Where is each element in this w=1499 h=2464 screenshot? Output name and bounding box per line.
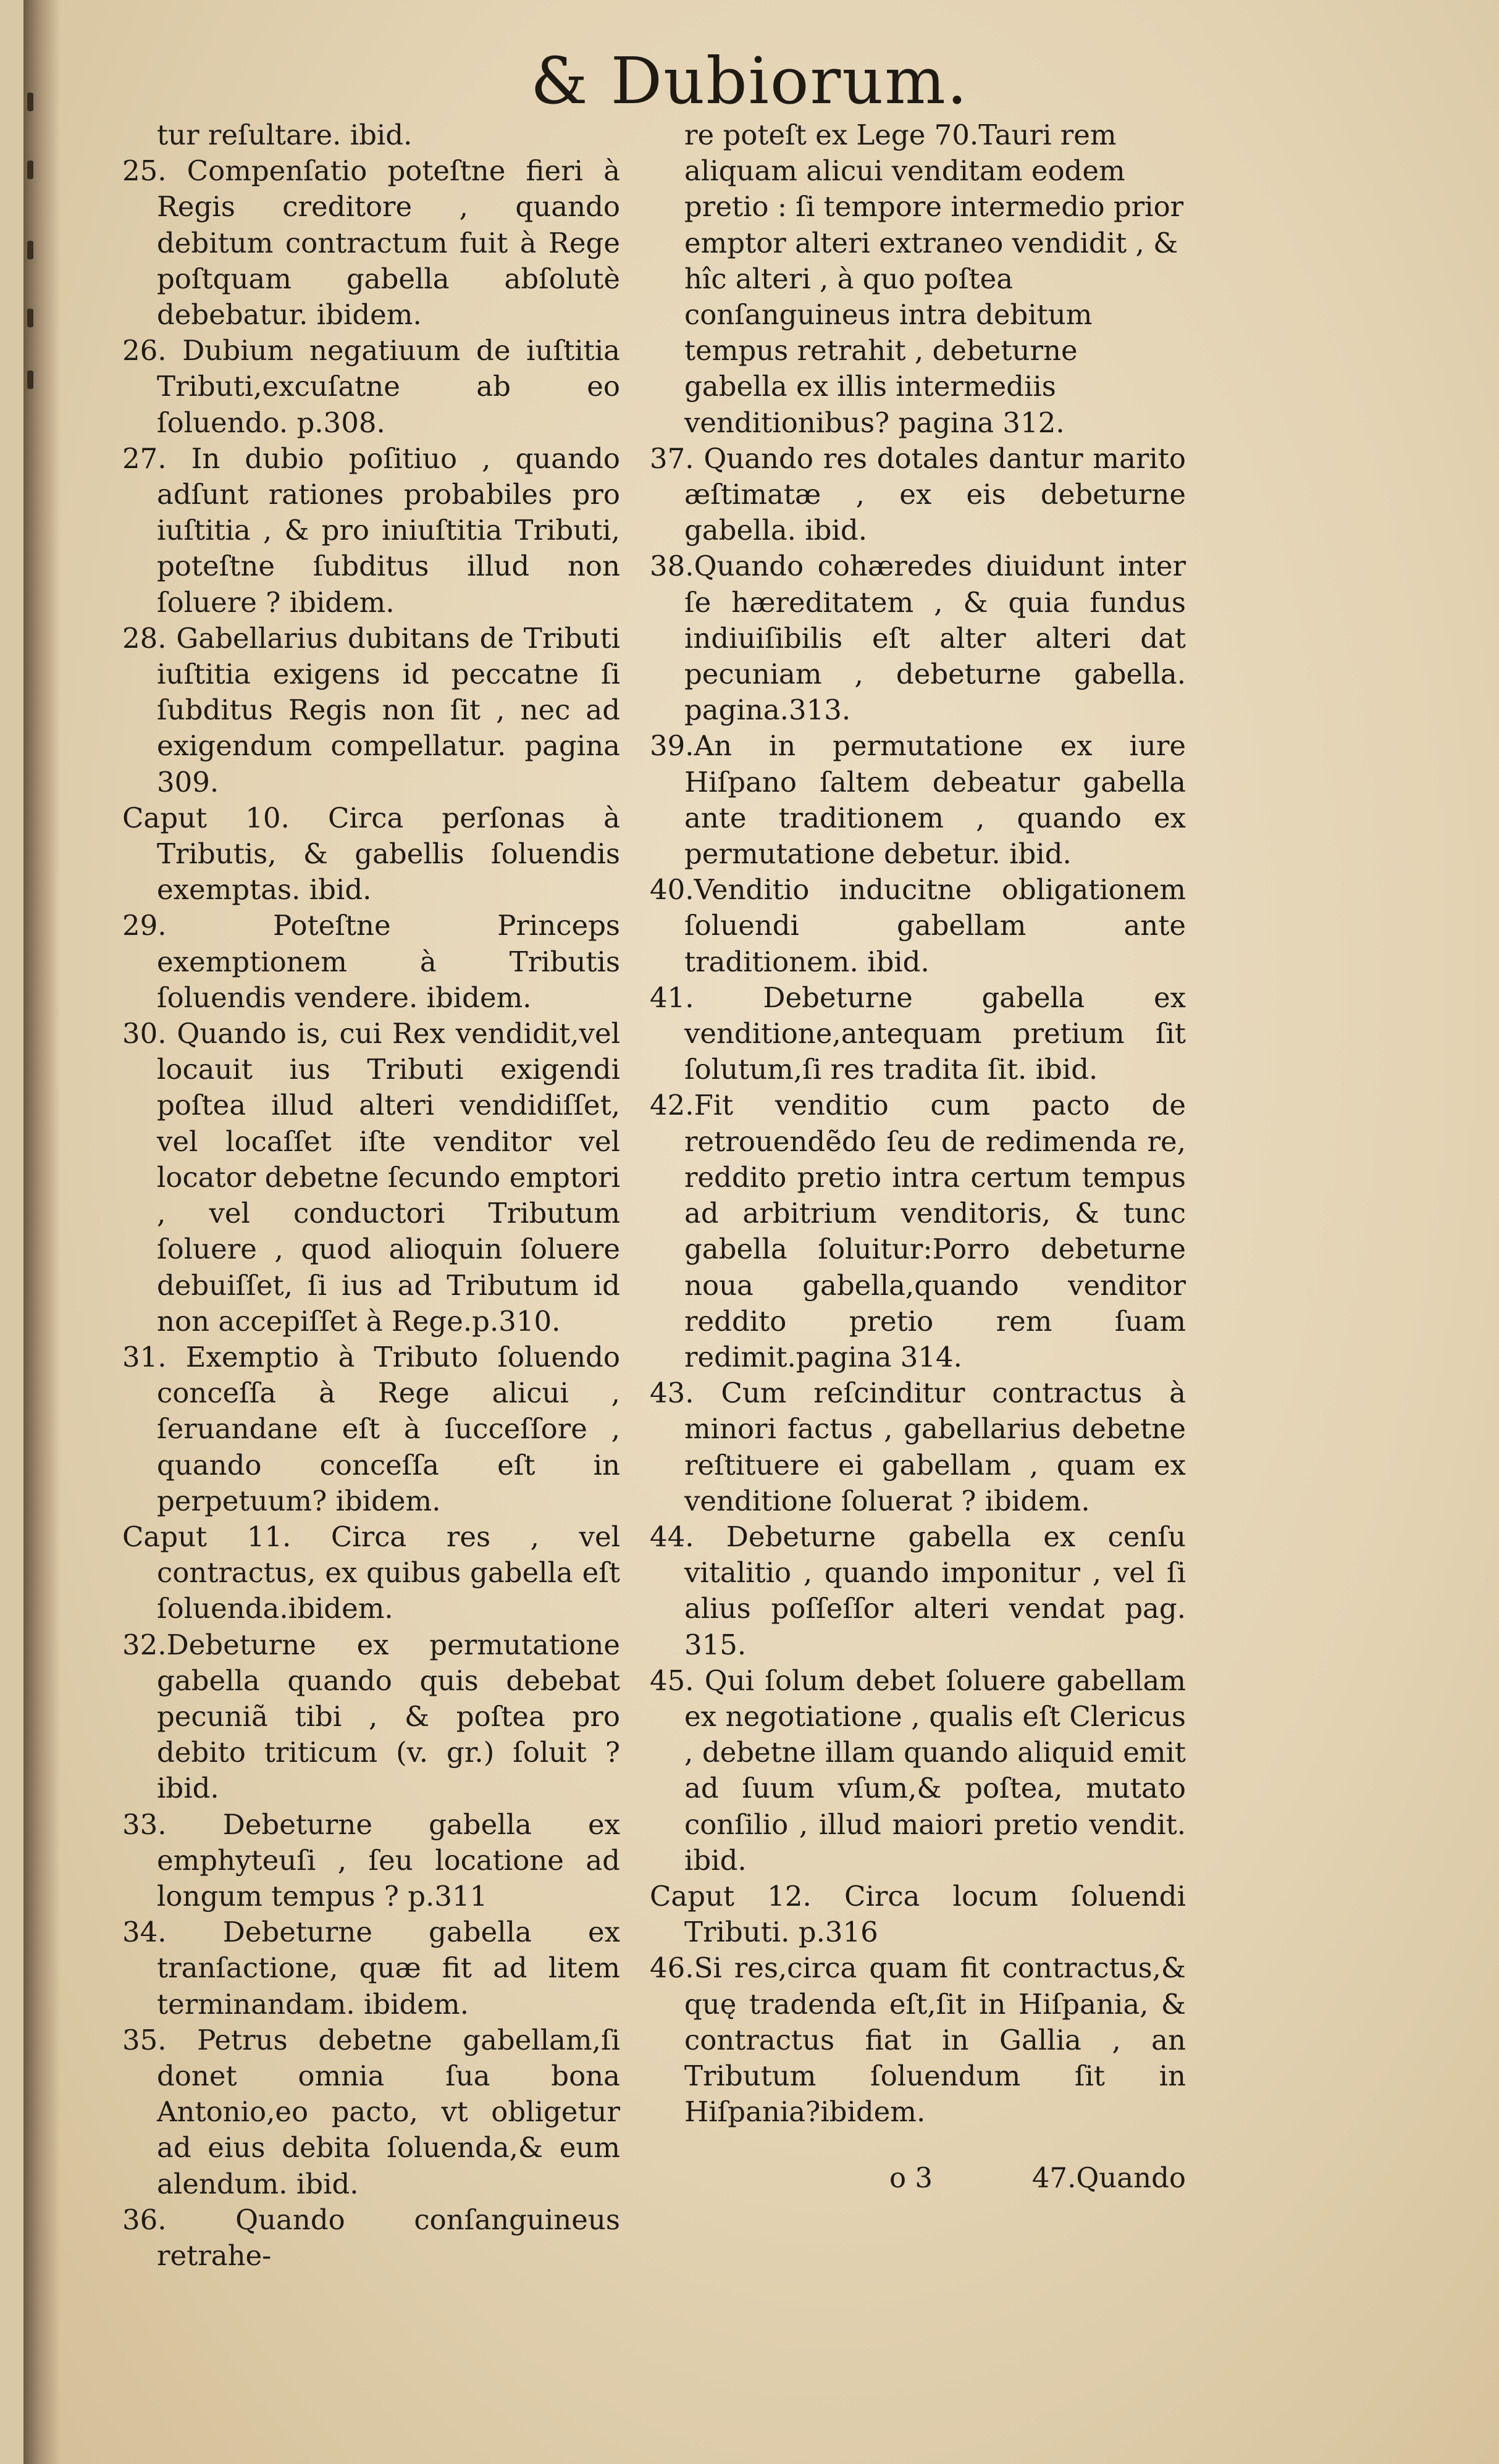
entry-continuation: tur reſultare. ibid. [157,119,413,151]
margin-mark [27,241,33,259]
margin-mark [27,161,33,179]
spine-shadow [23,0,61,2464]
margin-mark [27,309,33,327]
entry-29: 29. Poteſtne Princeps exemptionem à Tributis ſoluendis vendere. ibidem. [122,909,620,1014]
left-column [122,117,620,2274]
entry-46: 46.Si res,circa quam fit contractus,& quę tradenda eſt,ſit in Hiſpania, & contractus fiat in Gallia , an Tributum ſoluendum ſit in Hiſpania?ibidem. [650,1951,1186,2129]
catchword: 47.Quando [1031,2161,1186,2194]
entry-40: 40.Venditio inducitne obligationem ſoluendi gabellam ante traditionem. ibid. [650,873,1186,978]
entry-36: 36. Quando conſanguineus retrahe- [122,2203,620,2272]
entry-34: 34. Debeturne gabella ex tranſactione, quæ fit ad litem terminandam. ibidem. [122,1916,620,2021]
chapter-11-heading: Caput 11. Circa res , vel contractus, ex quibus gabella eſt ſoluenda.ibidem. [122,1520,620,1625]
entry-25: 25. Compenſatio poteſtne fieri à Regis creditore , quando debitum contractum fuit à Rege poſtquam gabella abſolutè debebatur. ibidem. [122,154,620,332]
chapter-10-heading: Caput 10. Circa perſonas à Tributis, & gabellis ſoluendis exemptas. ibid. [122,801,620,907]
chapter-12-heading: Caput 12. Circa locum ſoluendi Tributi. p.316 [650,1879,1186,1949]
entry-32: 32.Debeturne ex permutatione gabella quando quis debebat pecuniã tibi , & poſtea pro debito triticum (v. gr.) ſoluit ? ibid. [122,1628,620,1805]
signature-mark: o 3 [889,2161,933,2194]
entry-35: 35. Petrus debetne gabellam,ſi donet omnia ſua bona Antonio,eo pacto, vt obligetur ad eius debita ſoluenda,& eum alendum. ibid. [122,2023,620,2200]
right-column [650,117,1186,2130]
entry-43: 43. Cum reſcinditur contractus à minori factus , gabellarius debetne reſtituere ei gabellam , quam ex venditione ſoluerat ? ibidem. [650,1377,1186,1517]
entry-42: 42.Fit venditio cum pacto de retrouendẽdo ſeu de redimenda re, reddito pretio intra certum tempus ad arbitrium venditoris, & tunc gabella ſoluitur:Porro debeturne noua gabella,quando venditor reddito pretio rem ſuam redimit.pagina 314. [650,1089,1186,1373]
entry-26: 26. Dubium negatiuum de iuſtitia Tributi,excuſatne ab eo ſoluendo. p.308. [122,334,620,439]
entry-41: 41. Debeturne gabella ex venditione,antequam pretium ſit ſolutum,ſi res tradita ſit. ibid. [650,981,1186,1086]
entry-30: 30. Quando is, cui Rex vendidit,vel locauit ius Tributi exigendi poſtea illud alteri vendidiſſet, vel locaſſet iſte venditor vel locator debetne ſecundo emptori , vel conductori Tributum ſoluere , quod alioquin ſoluere debuiſſet, ſi ius ad Tributum id non accepiſſet à Rege.p.310. [122,1017,620,1338]
entry-44: 44. Debeturne gabella ex cenſu vitalitio , quando imponitur , vel ſi alius poſſeſſor alteri vendat pag. 315. [650,1520,1186,1661]
entry-31: 31. Exemptio à Tributo ſoluendo conceſſa à Rege alicui , ſeruandane eſt à ſucceſſore , quando conceſſa eſt in perpetuum? ibidem. [122,1340,620,1517]
entry-38: 38.Quando cohæredes diuidunt inter ſe hæreditatem , & quia fundus indiuiſibilis eſt alter alteri dat pecuniam , debeturne gabella. pagina.313. [650,550,1186,727]
page-footer [889,2161,1186,2194]
entry-27: 27. In dubio poſitiuo , quando adſunt rationes probabiles pro iuſtitia , & pro iniuſtitia Tributi, poteſtne ſubditus illud non ſoluere ? ibidem. [122,442,620,619]
entry-36-continuation: re poteſt ex Lege 70.Tauri rem aliquam alicui venditam eodem pretio : ſi tempore intermedio prior emptor alteri extraneo vendidit , & hîc alteri , à quo poſtea conſanguineus intra debitum tempus retrahit , debeturne gabella ex illis intermediis venditionibus? pagina 312. [684,119,1184,439]
page-header: & Dubiorum. [531,43,968,119]
entry-39: 39.An in permutatione ex iure Hiſpano ſaltem debeatur gabella ante traditionem , quando ex permutatione debetur. ibid. [650,729,1186,871]
entry-28: 28. Gabellarius dubitans de Tributi iuſtitia exigens id peccatne ſi ſubditus Regis non ſit , nec ad exigendum compellatur. pagina 309. [122,621,620,798]
entry-45: 45. Qui ſolum debet ſoluere gabellam ex negotiatione , qualis eſt Clericus , debetne illam quando aliquid emit ad ſuum vſum,& poſtea, mutato conſilio , illud maiori pretio vendit. ibid. [650,1664,1186,1877]
margin-mark [27,371,33,389]
entry-37: 37. Quando res dotales dantur marito æſtimatæ , ex eis debeturne gabella. ibid. [650,442,1186,547]
entry-33: 33. Debeturne gabella ex emphyteuſi , ſeu locatione ad longum tempus ? p.311 [122,1808,620,1913]
